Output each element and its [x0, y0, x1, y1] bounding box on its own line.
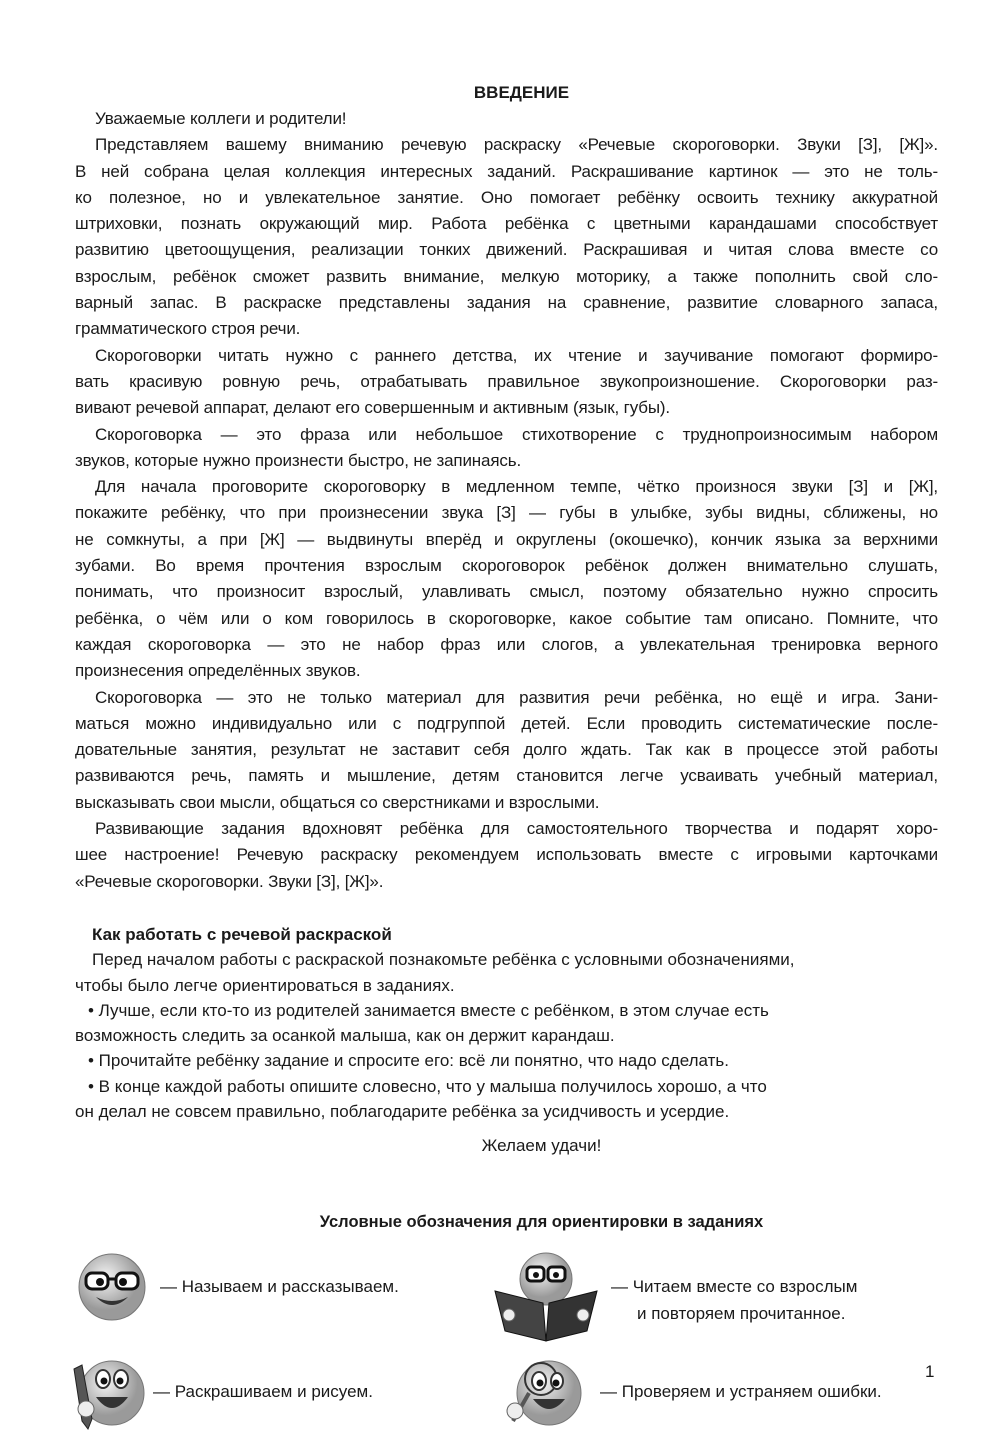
legend-text: — Называем и рассказываем.: [160, 1277, 399, 1297]
legend-text: — Читаем вместе со взрослым: [611, 1277, 858, 1297]
how-to-intro-line: Перед началом работы с раскраской познакомьте ребёнка с условными обозначениями,: [92, 950, 795, 970]
paragraph-line: покажите ребёнку, что при произнесении звука [З] — губы в улыбке, зубы видны, сближены, но: [75, 503, 938, 523]
paragraph-line: ребёнка, о чём или о ком говорилось в скороговорке, какое событие там описано. Помните, что: [75, 608, 938, 628]
paragraph-line: варный запас. В раскраске представлены задания на сравнение, развитие словарного запаса,: [75, 293, 938, 313]
paragraph-line: В ней собрана целая коллекция интересных заданий. Раскрашивание картинок — это не толь-: [75, 161, 938, 181]
legend-item-read-together: [505, 1251, 935, 1343]
legend-text: — Проверяем и устраняем ошибки.: [600, 1382, 882, 1402]
paragraph: [75, 474, 938, 684]
paragraph-line: Представляем вашему вниманию речевую раскраску «Речевые скороговорки. Звуки [З], [Ж]».: [95, 135, 938, 155]
paragraph-line: штриховки, познать окружающий мир. Работа ребёнка с цветными карандашами способствует: [75, 214, 938, 234]
paragraph-line: маться можно индивидуально или с подгруппой детей. Если проводить систематические после-: [75, 713, 938, 733]
paragraph-line: зубами. Во время прочтения взрослым скороговорок ребёнок должен внимательно слушать,: [75, 556, 938, 576]
paragraph-line: шее настроение! Речевую раскраску рекомендуем использовать вместе с игровыми карточками: [75, 845, 938, 865]
paragraph-line: не сомкнуты, а при [Ж] — выдвинуты вперёд и округлены (окошечко), кончик языка за верхними: [75, 529, 938, 549]
paragraph-line: развиваются речь, память и мышление, детям становится легче усваивать учебный материал,: [75, 766, 938, 786]
paragraph: [75, 685, 938, 816]
how-to-heading: Как работать с речевой раскраской: [92, 924, 392, 944]
wish-text: Желаем удачи!: [481, 1136, 602, 1156]
paragraph-line: «Речевые скороговорки. Звуки [З], [Ж]».: [75, 871, 384, 891]
paragraph-line: довательные занятия, результат не заставит себя долго ждать. Так как в процессе этой работы: [75, 740, 938, 760]
paragraph-line: вивают речевой аппарат, делают его совершенным и активным (язык, губы).: [75, 398, 670, 418]
paragraph-line: грамматического строя речи.: [75, 319, 301, 339]
paragraph: [75, 106, 938, 132]
bullet-item: • Лучше, если кто-то из родителей занимается вместе с ребёнком, в этом случае есть: [88, 1000, 769, 1020]
paragraph-line: Развивающие задания вдохновят ребёнка для самостоятельного творчества и подарят хоро-: [95, 819, 938, 839]
paragraph-line: Скороговорка — это не только материал для развития речи ребёнка, но ещё и игра. Зани-: [95, 687, 938, 707]
bullet-item: • В конце каждой работы опишите словесно, что у малыша получилось хорошо, а что: [88, 1076, 767, 1096]
paragraph: [75, 343, 938, 422]
paragraph-line: Скороговорка — это фраза или небольшое стихотворение с труднопроизносимым набором: [95, 424, 938, 444]
paragraph-line: развитию цветоощущения, реализации тонких движений. Раскрашивая и читая слова вместе со: [75, 240, 938, 260]
smiley-reading-book-icon: [493, 1251, 599, 1343]
legend-title: Условные обозначения для ориентировки в заданиях: [319, 1213, 764, 1232]
paragraph-line: вать красивую ровную речь, отрабатывать правильное звукопроизношение. Скороговорки раз-: [75, 371, 938, 391]
page-number: 1: [925, 1362, 935, 1381]
smiley-glasses-icon: [76, 1251, 148, 1323]
smiley-magnifier-icon: [501, 1355, 585, 1431]
paragraph-line: Уважаемые коллеги и родители!: [95, 109, 347, 128]
bullet-item-cont: возможность следить за осанкой малыша, как он держит карандаш.: [75, 1026, 615, 1046]
legend: [75, 1251, 938, 1431]
paragraph-line: взрослым, ребёнок сможет развить внимание, мелкую моторику, а также пополнить свой сло-: [75, 266, 938, 286]
how-to-section: [75, 922, 935, 1124]
how-to-intro-line: чтобы было легче ориентироваться в заданиях.: [75, 975, 455, 995]
paragraph: [75, 132, 938, 342]
paragraph: [75, 422, 938, 475]
paragraph-line: ко полезное, но и увлекательное занятие. Оно помогает ребёнку освоить технику аккуратной: [75, 187, 938, 207]
bullet-item: • Прочитайте ребёнку задание и спросите его: всё ли понятно, что надо сделать.: [88, 1051, 729, 1071]
smiley-pencil-icon: [68, 1355, 150, 1431]
paragraph: [75, 816, 938, 895]
legend-item-name-tell: [75, 1251, 505, 1343]
introduction-text: [75, 106, 938, 895]
paragraph-line: произнесения определённых звуков.: [75, 661, 361, 681]
paragraph-line: понимать, что произносит взрослый, улавливать смысл, поэтому обязательно нужно спросить: [75, 582, 938, 602]
bullet-item-cont: он делал не совсем правильно, поблагодарите ребёнка за усидчивость и усердие.: [75, 1101, 730, 1121]
paragraph-line: Скороговорки читать нужно с раннего детства, их чтение и заучивание помогают формиро-: [95, 345, 938, 365]
page-title: ВВЕДЕНИЕ: [473, 83, 570, 102]
paragraph-line: Для начала проговорите скороговорку в медленном темпе, чётко произнося звуки [З] и [Ж],: [95, 477, 938, 497]
legend-text: и повторяем прочитанное.: [637, 1304, 846, 1324]
paragraph-line: звуков, которые нужно произнести быстро, не запинаясь.: [75, 450, 522, 470]
paragraph-line: каждая скороговорка — это не набор фраз или слогов, а увлекательная тренировка верного: [75, 634, 938, 654]
legend-item-check-fix: [505, 1355, 935, 1431]
legend-text: — Раскрашиваем и рисуем.: [153, 1382, 373, 1402]
legend-item-color-draw: [75, 1355, 505, 1431]
paragraph-line: высказывать свои мысли, общаться со сверстниками и взрослыми.: [75, 792, 600, 812]
